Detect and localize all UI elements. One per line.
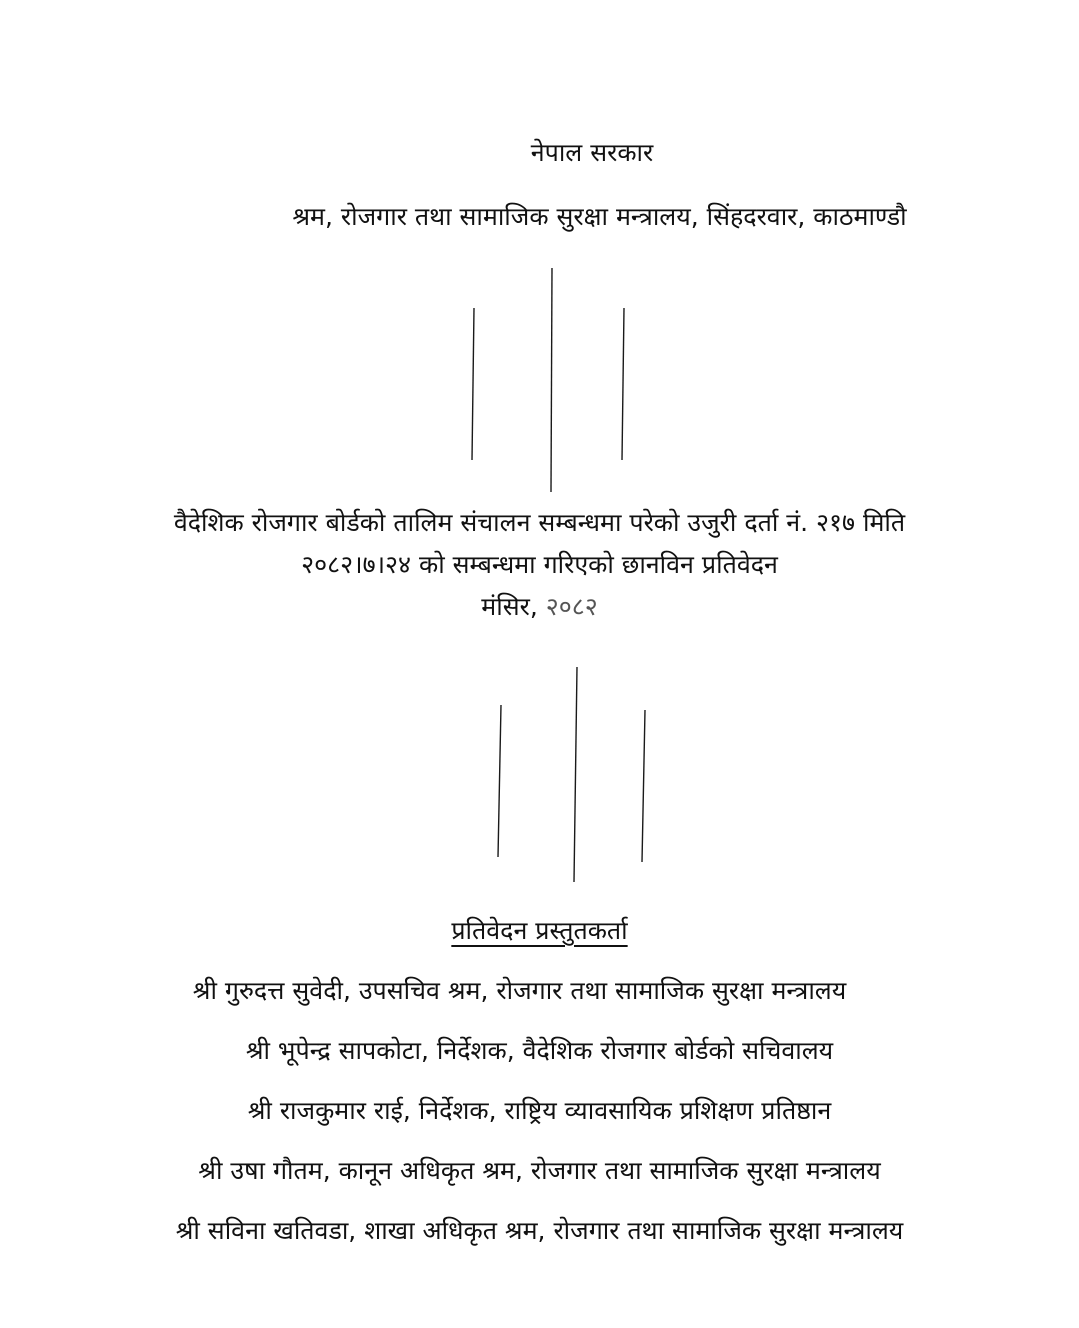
- report-date-year: २०८२: [545, 592, 598, 621]
- presenter-item: श्री भूपेन्द्र सापकोटा, निर्देशक, वैदेशिक रोजगार बोर्डको सचिवालय: [245, 1036, 834, 1065]
- divider-line-top-center: [551, 268, 552, 492]
- report-title-line-2: २०८२।७।२४ को सम्बन्धमा गरिएको छानविन प्रतिवेदन: [301, 550, 778, 579]
- divider-line-bottom-left: [498, 705, 501, 857]
- divider-line-top-right: [622, 308, 624, 460]
- report-date: [0, 594, 1079, 619]
- presenters-heading: प्रतिवेदन प्रस्तुतकर्ता: [451, 916, 628, 945]
- presenter-item: श्री गुरुदत्त सुवेदी, उपसचिव श्रम, रोजगार तथा सामाजिक सुरक्षा मन्त्रालय: [192, 976, 847, 1005]
- divider-line-bottom-center: [574, 667, 577, 882]
- government-name: नेपाल सरकार: [530, 138, 654, 167]
- divider-line-bottom-right: [642, 710, 645, 862]
- report-date-month: मंसिर,: [481, 592, 538, 621]
- presenter-item: श्री उषा गौतम, कानून अधिकृत श्रम, रोजगार तथा सामाजिक सुरक्षा मन्त्रालय: [198, 1156, 881, 1185]
- divider-line-top-left: [472, 308, 474, 460]
- ministry-name: श्रम, रोजगार तथा सामाजिक सुरक्षा मन्त्रालय, सिंहदरवार, काठमाण्डौ: [292, 202, 907, 231]
- presenter-item: श्री सविना खतिवडा, शाखा अधिकृत श्रम, रोजगार तथा सामाजिक सुरक्षा मन्त्रालय: [175, 1216, 904, 1245]
- report-title-line-1: वैदेशिक रोजगार बोर्डको तालिम संचालन सम्बन्धमा परेको उजुरी दर्ता नं. २१७ मिति: [173, 508, 906, 537]
- presenter-item: श्री राजकुमार राई, निर्देशक, राष्ट्रिय व्यावसायिक प्रशिक्षण प्रतिष्ठान: [247, 1096, 832, 1125]
